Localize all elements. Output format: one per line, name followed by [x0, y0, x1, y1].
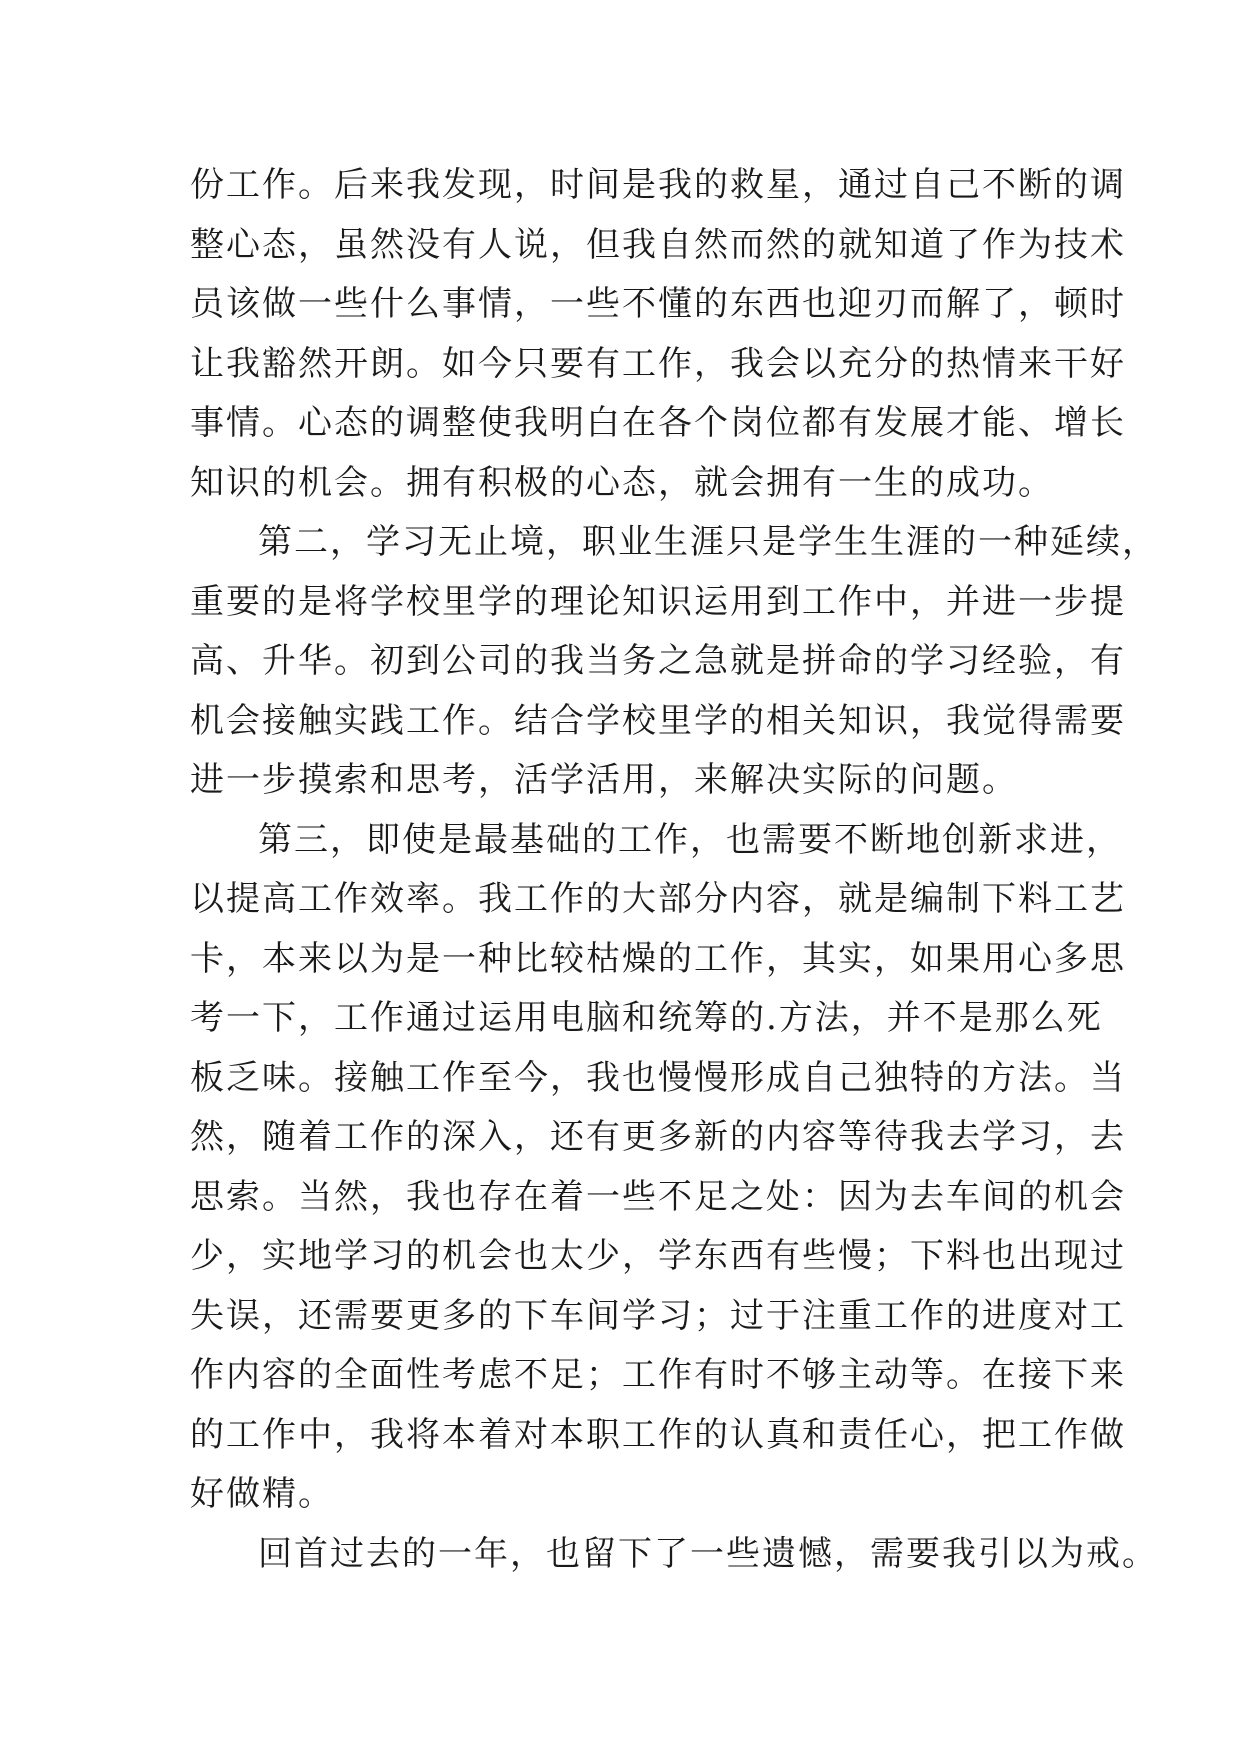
text-line: 份工作。后来我发现，时间是我的救星，通过自己不断的调	[190, 165, 1126, 205]
text-line: 考一下，工作通过运用电脑和统筹的.方法，并不是那么死	[190, 998, 1103, 1038]
text-line: 让我豁然开朗。如今只要有工作，我会以充分的热情来干好	[190, 343, 1126, 384]
text-line: 事情。心态的调整使我明白在各个岗位都有发展才能、增长	[190, 403, 1126, 443]
text-line: 卡，本来以为是一种比较枯燥的工作，其实，如果用心多思	[190, 938, 1126, 979]
text-line: 板乏味。接触工作至今，我也慢慢形成自己独特的方法。当	[190, 1057, 1126, 1098]
text-line: 少，实地学习的机会也太少，学东西有些慢；下料也出现过	[190, 1236, 1126, 1276]
text-line: 失误，还需要更多的下车间学习；过于注重工作的进度对工	[190, 1295, 1126, 1336]
text-line: 整心态，虽然没有人说，但我自然而然的就知道了作为技术	[190, 224, 1126, 265]
paragraph-1	[190, 156, 1126, 513]
text-line: 第二，学习无止境，职业生涯只是学生生涯的一种延续，	[258, 522, 1158, 562]
text-line: 好做精。	[190, 1474, 334, 1514]
text-line: 第三，即使是最基础的工作，也需要不断地创新求进，	[258, 819, 1122, 860]
text-line: 思索。当然，我也存在着一些不足之处：因为去车间的机会	[190, 1176, 1126, 1217]
text-line: 回首过去的一年，也留下了一些遗憾，需要我引以为戒。	[258, 1533, 1158, 1574]
paragraph-3	[190, 811, 1126, 1525]
paragraph-2	[190, 513, 1158, 811]
body-text	[190, 156, 1158, 1584]
text-line: 员该做一些什么事情，一些不懂的东西也迎刃而解了，顿时	[190, 284, 1126, 324]
paragraph-4	[190, 1525, 1158, 1585]
text-line: 然，随着工作的深入，还有更多新的内容等待我去学习，去	[190, 1117, 1126, 1157]
text-line: 高、升华。初到公司的我当务之急就是拼命的学习经验，有	[190, 641, 1126, 681]
text-line: 知识的机会。拥有积极的心态，就会拥有一生的成功。	[190, 462, 1054, 503]
text-line: 的工作中，我将本着对本职工作的认真和责任心，把工作做	[190, 1414, 1126, 1455]
text-line: 机会接触实践工作。结合学校里学的相关知识，我觉得需要	[190, 700, 1126, 741]
text-line: 作内容的全面性考虑不足；工作有时不够主动等。在接下来	[190, 1355, 1126, 1395]
text-line: 重要的是将学校里学的理论知识运用到工作中，并进一步提	[190, 581, 1126, 622]
text-line: 进一步摸索和思考，活学活用，来解决实际的问题。	[190, 760, 1018, 800]
text-line: 以提高工作效率。我工作的大部分内容，就是编制下料工艺	[190, 879, 1126, 919]
